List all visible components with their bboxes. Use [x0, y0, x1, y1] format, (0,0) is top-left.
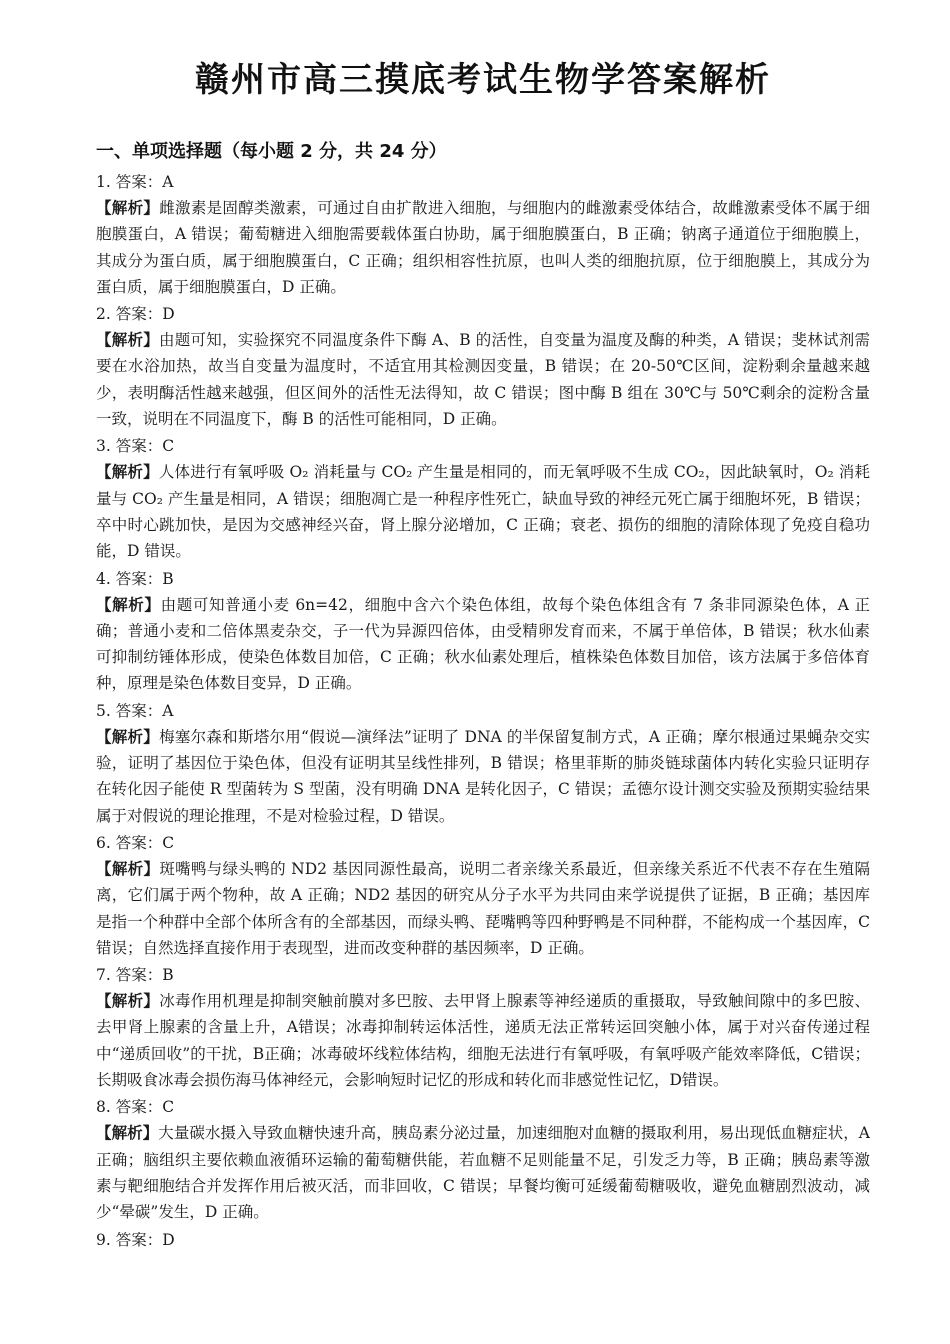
- question-6: [96, 830, 870, 961]
- question-3: [96, 433, 870, 564]
- answer-line: 3. 答案：C: [96, 437, 175, 456]
- analysis-tag: 【解析】: [96, 462, 159, 482]
- analysis-tag: 【解析】: [96, 991, 160, 1011]
- document-title: 赣州市高三摸底考试生物学答案解析: [195, 60, 771, 100]
- question-7: [96, 962, 870, 1093]
- analysis-paragraph: [96, 988, 870, 1093]
- question-5: [96, 698, 870, 829]
- analysis-text: 大量碳水摄入导致血糖快速升高，胰岛素分泌过量，加速细胞对血糖的摄取利用，易出现低血糖症状，A 正确；脑组织主要依赖血液循环运输的葡萄糖供能，若血糖不足则能量不足，引发乏力等，B 正确；胰岛素等激素与靶细胞结合并发挥作用后被灭活，而非回收，C 错误；早餐均衡可延缓葡萄糖吸收，避免血糖剧烈波动，减少“晕碳”发生，D 正确。: [96, 1124, 870, 1222]
- analysis-tag: 【解析】: [96, 198, 160, 217]
- analysis-text: 冰毒作用机理是抑制突触前膜对多巴胺、去甲肾上腺素等神经递质的重摄取，导致触间隙中的多巴胺、去甲肾上腺素的含量上升，A错误；冰毒抑制转运体活性，递质无法正常转运回突触小体，属于对兴奋传递过程中“递质回收”的干扰，B正确；冰毒破坏线粒体结构，细胞无法进行有氧呼吸，有氧呼吸产能效率降低，C错误；长期吸食冰毒会损伤海马体神经元，会影响短时记忆的形成和转化而非感觉性记忆，D错误。: [96, 992, 870, 1090]
- analysis-tag: 【解析】: [96, 594, 161, 614]
- question-1: [96, 169, 870, 300]
- question-9: [96, 1227, 870, 1253]
- analysis-paragraph: [96, 195, 870, 300]
- answer-line: 7. 答案：B: [96, 966, 174, 985]
- question-8: [96, 1094, 870, 1225]
- analysis-paragraph: [96, 592, 870, 697]
- answer-line: 1. 答案：A: [96, 173, 174, 191]
- analysis-text: 雌激素是固醇类激素，可通过自由扩散进入细胞，与细胞内的雌激素受体结合，故雌激素受体不属于细胞膜蛋白，A 错误；葡萄糖进入细胞需要载体蛋白协助，属于细胞膜蛋白，B 正确；钠离子通道位于细胞膜上，其成分为蛋白质，属于细胞膜蛋白，C 正确；组织相容性抗原，也叫人类的细胞抗原，位于细胞膜上，其成分为蛋白质，属于细胞膜蛋白，D 正确。: [96, 199, 870, 296]
- question-2: [96, 301, 870, 432]
- analysis-text: 由题可知普通小麦 6n=42，细胞中含六个染色体组，故每个染色体组含有 7 条非同源染色体，A 正确；普通小麦和二倍体黑麦杂交，子一代为异源四倍体，由受精卵发育而来，不属于单倍体，B 错误；秋水仙素可抑制纺锤体形成，使染色体数目加倍，C 正确；秋水仙素处理后，植株染色体数目加倍，该方法属于多倍体育种，原理是染色体数目变异，D 正确。: [96, 595, 870, 693]
- section-heading: 一、单项选择题（每小题 2 分，共 24 分）: [96, 141, 447, 162]
- analysis-paragraph: [96, 327, 870, 432]
- analysis-tag: 【解析】: [96, 1123, 159, 1143]
- analysis-paragraph: [96, 856, 870, 961]
- analysis-text: 梅塞尔森和斯塔尔用“假说—演绎法”证明了 DNA 的半保留复制方式，A 正确；摩尔根通过果蝇杂交实验，证明了基因位于染色体，但没有证明其呈线性排列，B 错误；格里菲斯的肺炎链球菌体内转化实验只证明存在转化因子能使 R 型菌转为 S 型菌，没有明确 DNA 是转化因子，C 错误；孟德尔设计测交实验及预期实验结果属于对假说的理论推理，不是对检验过程，D 错误。: [96, 727, 870, 825]
- answer-line: 8. 答案：C: [96, 1098, 175, 1117]
- analysis-text: 由题可知，实验探究不同温度条件下酶 A、B 的活性，自变量为温度及酶的种类，A 错误；斐林试剂需要在水浴加热，故当自变量为温度时，不适宜用其检测因变量，B 错误；在 20-50℃区间，淀粉剩余量越来越少，表明酶活性越来越强，但区间外的活性无法得知，故 C 错误；图中酶 B 组在 30℃与 50℃剩余的淀粉含量一致，说明在不同温度下，酶 B 的活性可能相同，D 正确。: [96, 331, 870, 429]
- analysis-paragraph: [96, 1120, 870, 1225]
- answer-line: 2. 答案：D: [96, 305, 175, 324]
- answer-line: 5. 答案：A: [96, 701, 174, 720]
- analysis-text: 斑嘴鸭与绿头鸭的 ND2 基因同源性最高，说明二者亲缘关系最近，但亲缘关系近不代表不存在生殖隔离，它们属于两个物种，故 A 正确；ND2 基因的研究从分子水平为共同由来学说提供了证据，B 正确；基因库是指一个种群中全部个体所含有的全部基因，而绿头鸭、琵嘴鸭等四种野鸭是不同种群，不能构成一个基因库，C 错误；自然选择直接作用于表现型，进而改变种群的基因频率，D 正确。: [96, 859, 870, 957]
- analysis-tag: 【解析】: [96, 330, 160, 350]
- answer-line: 6. 答案：C: [96, 833, 175, 852]
- answer-line: 4. 答案：B: [96, 569, 174, 588]
- analysis-text: 人体进行有氧呼吸 O₂ 消耗量与 CO₂ 产生量是相同的，而无氧呼吸不生成 CO₂，因此缺氧时，O₂ 消耗量与 CO₂ 产生量是相同，A 错误；细胞凋亡是一种程序性死亡，缺血导致的神经元死亡属于细胞坏死，B 错误；卒中时心跳加快，是因为交感神经兴奋，肾上腺分泌增加，C 正确；衰老、损伤的细胞的清除体现了免疫自稳功能，D 错误。: [96, 463, 870, 561]
- analysis-paragraph: [96, 459, 870, 564]
- answer-line: 9. 答案：D: [96, 1230, 175, 1249]
- question-4: [96, 566, 870, 697]
- analysis-tag: 【解析】: [96, 858, 160, 878]
- analysis-tag: 【解析】: [96, 726, 160, 746]
- analysis-paragraph: [96, 724, 870, 829]
